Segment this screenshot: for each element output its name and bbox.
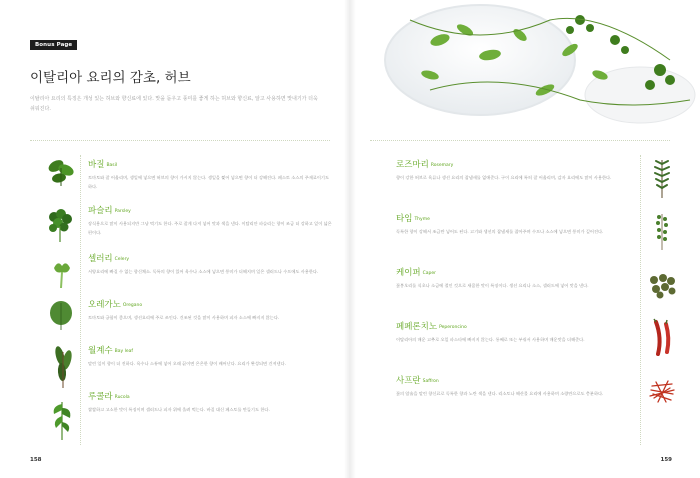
herb-description: 향이 강한 허브로 육류나 생선 요리의 잡냄새를 없애준다. 구이 요리에 특히 잘 어울리며, 감자 요리에도 많이 사용한다. (396, 175, 612, 180)
page-title: 이탈리아 요리의 감초, 허브 (30, 70, 191, 86)
herb-name: 오레가노 (88, 300, 121, 310)
bonus-page-badge: Bonus Page (30, 40, 77, 50)
herb-bay-leaf (88, 346, 332, 369)
page-number-left: 158 (30, 457, 42, 463)
herb-name-en: Rucola (114, 395, 130, 400)
herb-oregano (88, 300, 332, 323)
herb-name-en: Peperoncino (439, 325, 467, 330)
book-gutter (344, 0, 356, 478)
herb-rucola (88, 392, 332, 415)
herb-description: 쌉쌀하고 고소한 맛이 특징이며 샐러드나 피자 위에 올려 먹는다. 바질 대신 페스토를 만들기도 한다. (88, 407, 270, 412)
herb-name-en: Basil (106, 163, 118, 168)
thyme-image (648, 210, 676, 250)
herb-name: 파슬리 (88, 206, 113, 216)
right-page (350, 0, 700, 478)
herb-parsley (88, 206, 332, 237)
section-rule (370, 140, 670, 141)
herb-rosemary (396, 160, 632, 183)
herb-description: 말린 잎이 향이 더 진하다. 육수나 스튜에 넣어 오래 끓이면 은은한 향이 배어난다. 요리가 완성되면 건져낸다. (88, 361, 286, 366)
herb-name: 타임 (396, 214, 413, 224)
peperoncino-image (648, 318, 676, 358)
herb-thyme (396, 214, 632, 237)
page-number-right: 159 (660, 457, 672, 463)
herb-description: 꽃의 암술을 말린 향신료로 독특한 향과 노란 색을 낸다. 리소토나 해산물 요리에 사용하며 소량만으로도 충분하다. (396, 391, 604, 396)
herb-description: 꽃봉오리를 식초나 소금에 절인 것으로 새콤한 맛이 특징이다. 생선 요리나 소스, 샐러드에 넣어 맛을 낸다. (396, 283, 589, 288)
herb-name-en: Thyme (414, 217, 430, 222)
herb-name: 셀러리 (88, 254, 113, 264)
column-divider (640, 155, 641, 445)
celery-image (48, 258, 76, 288)
herb-saffron (396, 376, 632, 399)
herb-basil (88, 160, 332, 191)
herb-description: 독특한 향이 강해서 조금만 넣어도 된다. 고기와 생선의 잡냄새를 잡아주며 수프나 소스에 넣으면 풍미가 깊어진다. (396, 229, 604, 234)
herb-name: 루콜라 (88, 392, 113, 402)
rosemary-image (648, 158, 676, 198)
column-divider (80, 155, 81, 445)
herb-name-en: Oregano (122, 303, 143, 308)
herb-peperoncino (396, 322, 632, 345)
herb-name: 월계수 (88, 346, 113, 356)
herb-name-en: Rosemary (430, 163, 454, 168)
herb-name: 바질 (88, 160, 105, 170)
herb-name-en: Caper (422, 271, 437, 276)
herb-name: 페페론치노 (396, 322, 438, 332)
herb-celery (88, 254, 332, 277)
parsley-image (44, 208, 76, 242)
rucola-image (48, 396, 76, 440)
herb-description: 이탈리아의 매운 고추로 오일 파스타에 빠지지 않는다. 통째로 또는 부숴서 사용하며 매운맛을 더해준다. (396, 337, 585, 342)
caper-image (646, 272, 678, 300)
herb-caper (396, 268, 632, 291)
herb-description: 장식용으로 많이 사용되지만 그냥 먹기도 한다. 주로 잘게 다져 넣어 맛과 색을 낸다. 이탈리안 파슬리는 향이 조금 더 강하고 잎이 넓은 편이다. (88, 221, 332, 235)
herb-hero-image (370, 0, 700, 130)
saffron-image (646, 376, 678, 408)
herb-name-en: Parsley (114, 209, 131, 214)
basil-image (46, 156, 76, 188)
oregano-image (46, 300, 76, 334)
intro-text: 이탈리아 요리의 특징은 개성 있는 허브와 향신료에 있다. 맛을 돋우고 풍미를 좋게 하는 허브와 향신료, 알고 사용하면 맛내기가 더욱 쉬워진다. (30, 96, 318, 112)
herb-name-en: Bay leaf (114, 349, 133, 354)
herb-name: 로즈마리 (396, 160, 429, 170)
herb-name-en: Saffron (422, 379, 439, 384)
herb-description: 토마토와 잘 어울리며, 생잎에 넣으면 허브의 향이 가시지 않는다. 생잎을 찢어 넣으면 향이 더 강해진다. 페스토 소스의 주재료이기도 하다. (88, 175, 330, 189)
section-rule (30, 140, 330, 141)
herb-name-en: Celery (114, 257, 130, 262)
herb-description: 서양요리에 빠질 수 없는 향신채소. 독특의 향이 있어 육수나 소스에 넣으면 풍미가 더해지며 잎은 샐러드나 수프에도 사용한다. (88, 269, 319, 274)
herb-name: 사프란 (396, 376, 421, 386)
herb-name: 케이퍼 (396, 268, 421, 278)
herb-description: 토마토와 궁합이 좋으며, 생선요리에 주로 쓰인다. 건조된 것을 많이 사용하며 피자 소스에 빠지지 않는다. (88, 315, 280, 320)
bay-leaf-image (50, 344, 76, 388)
